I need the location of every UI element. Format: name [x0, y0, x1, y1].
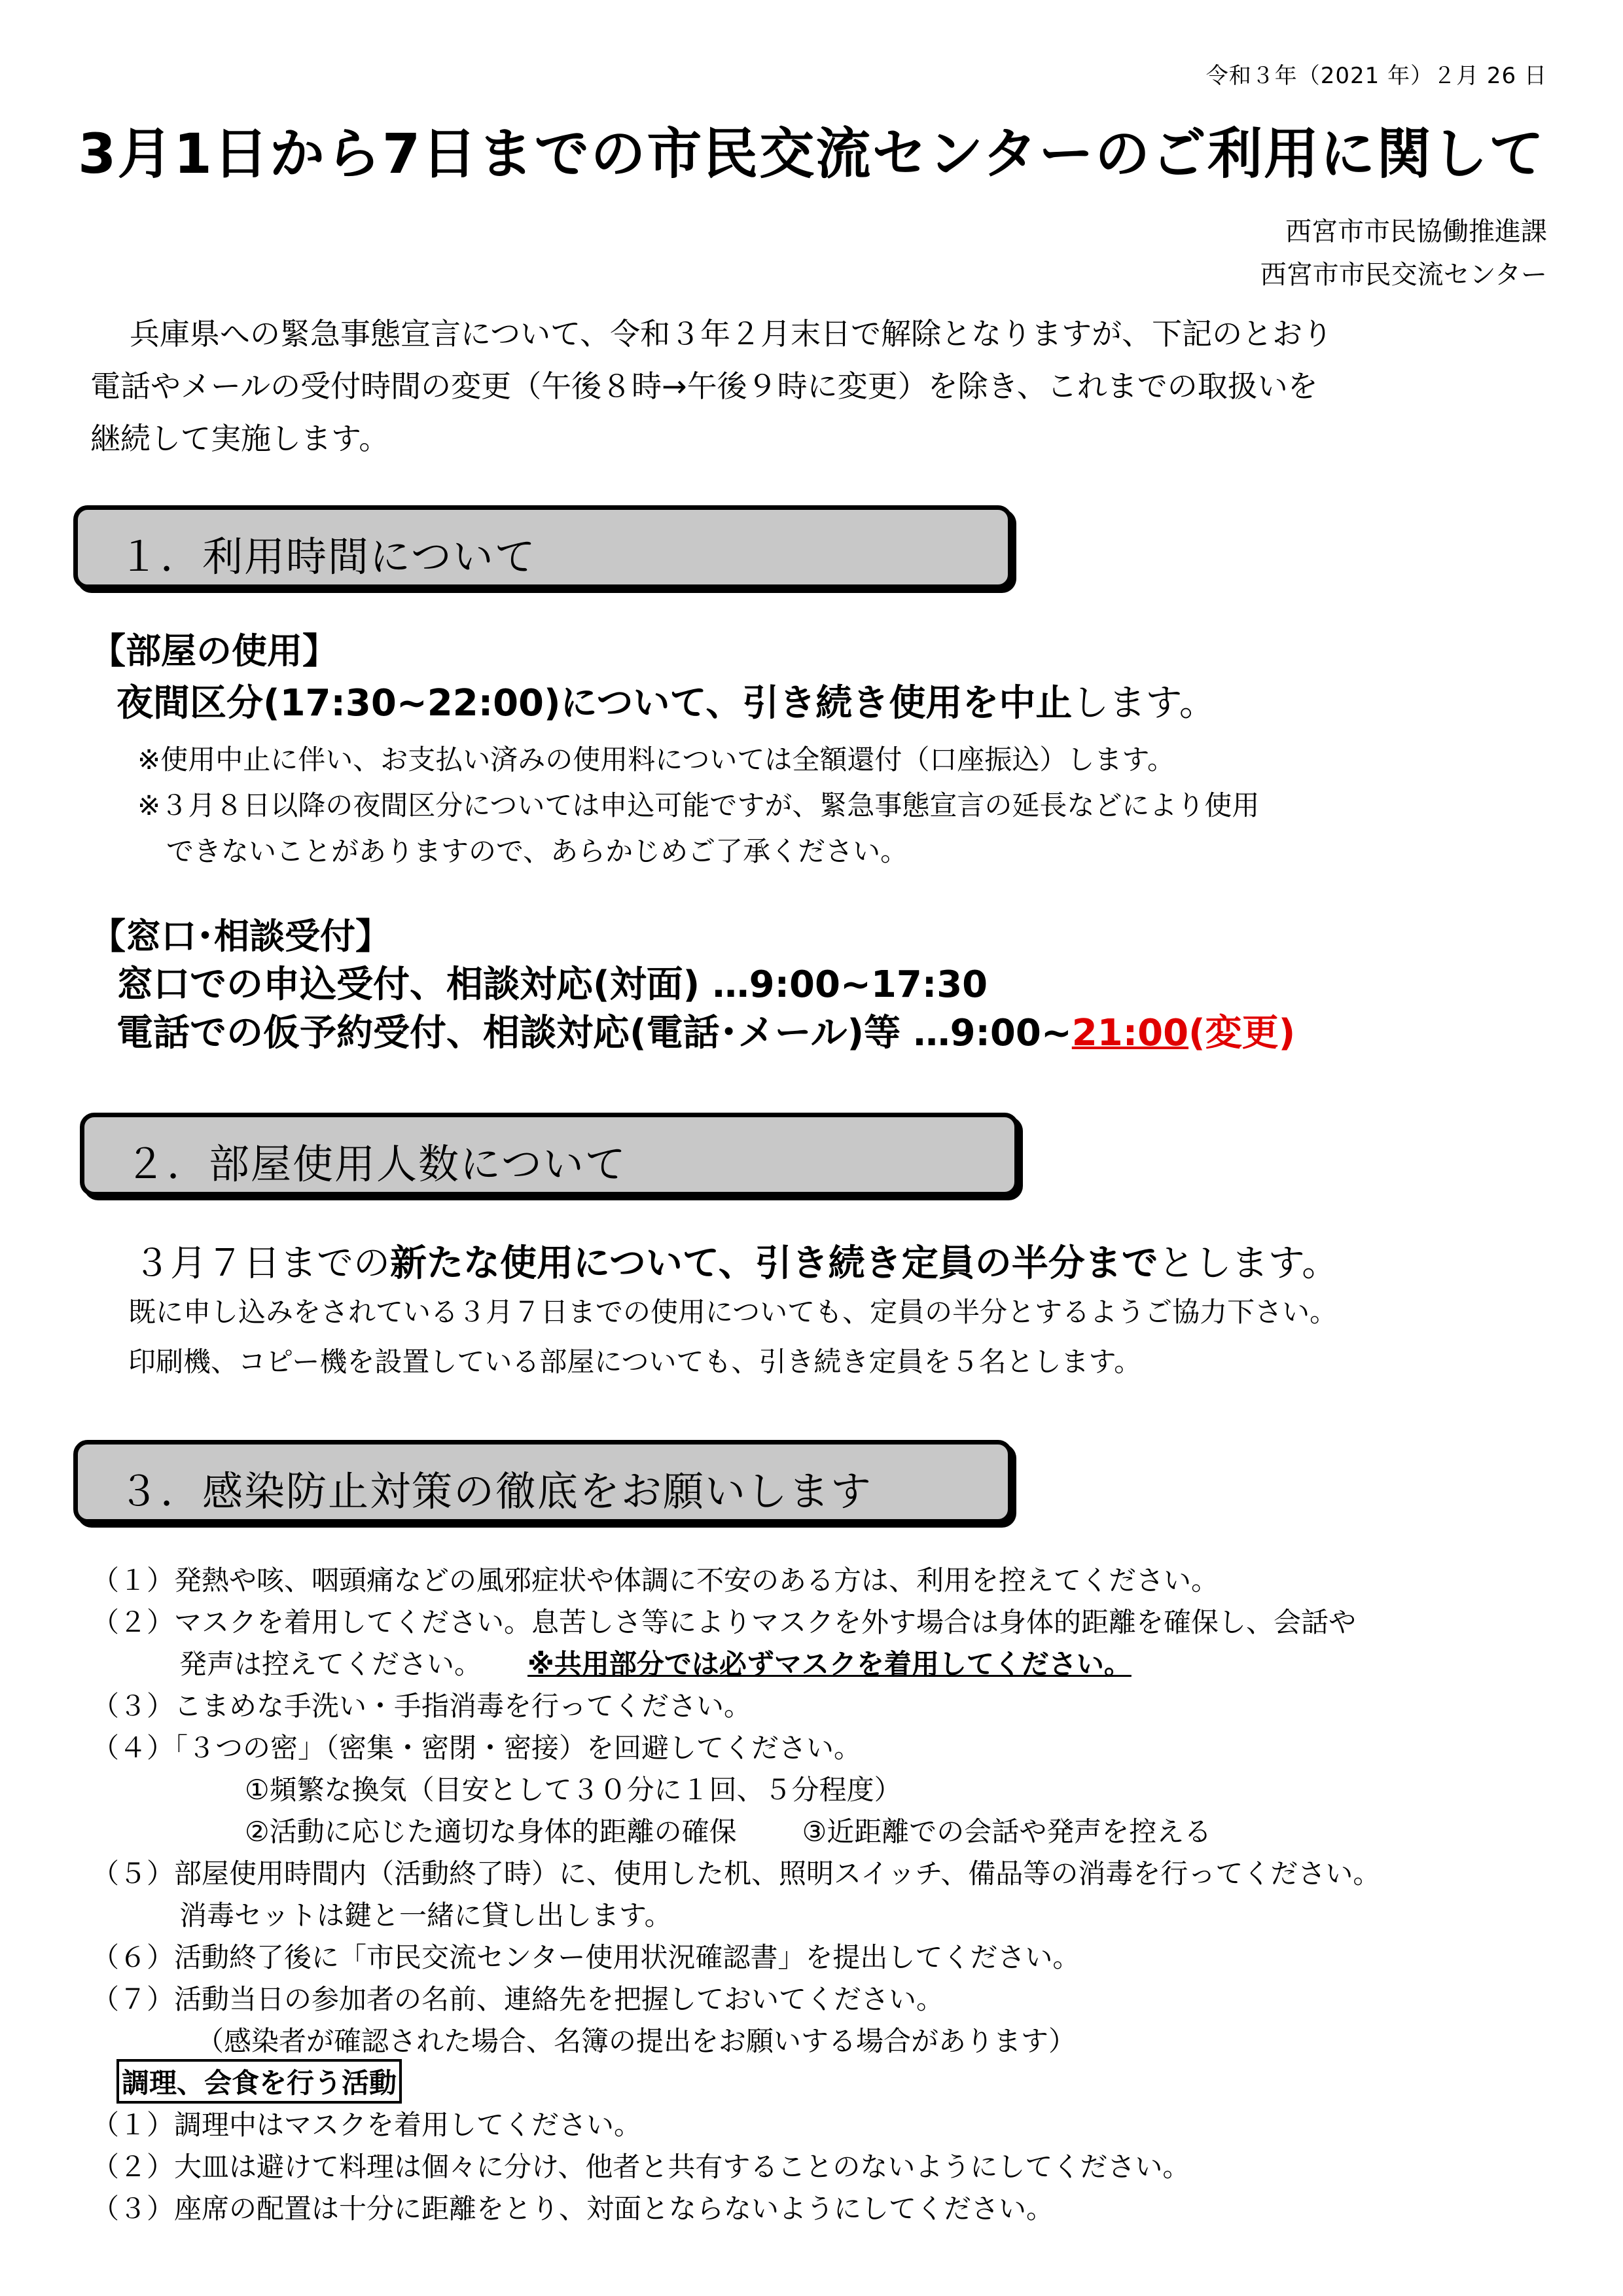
phone-hours-new-time: 21:00: [1071, 1012, 1189, 1054]
capacity-main-pre: ３月７日までの: [134, 1242, 390, 1285]
intro-line: 兵庫県への緊急事態宣言について、令和３年２月末日で解除となりますが、下記のとおり: [130, 316, 1333, 351]
prevention-item-2-text: 発声は控えてください。: [179, 1648, 482, 1680]
prevention-item-4-sub2-text: ②活動に応じた適切な身体的距離の確保: [245, 1816, 737, 1848]
room-use-main: [116, 674, 1216, 726]
cooking-item-2: （２）大皿は避けて料理は個々に分け、他者と共有することのないようにしてください。: [92, 2151, 1190, 2183]
room-use-main-normal: します。: [1072, 682, 1216, 725]
phone-hours-prefix: 電話での仮予約受付、相談対応(電話･メール)等 …9:00~: [116, 1012, 1072, 1054]
prevention-item-2-cont: [179, 1643, 1132, 1682]
capacity-main-bold: 新たな使用について、引き続き定員の半分まで: [390, 1242, 1158, 1285]
section-1-heading-box: [73, 505, 1012, 589]
cooking-heading: 調理、会食を行う活動: [116, 2059, 402, 2104]
capacity-note: 既に申し込みをされている３月７日までの使用についても、定員の半分とするようご協力下さい。: [128, 1296, 1338, 1328]
section-2-heading-box: [80, 1113, 1019, 1196]
prevention-item-7: （７）活動当日の参加者の名前、連絡先を把握しておいてください。: [92, 1983, 944, 2015]
section-3-heading-box: [73, 1440, 1012, 1524]
cooking-item-1: （１）調理中はマスクを着用してください。: [92, 2109, 642, 2141]
prevention-item-4-sub1: ①頻繁な換気（目安として３０分に１回、５分程度）: [245, 1774, 902, 1806]
room-use-note: ※３月８日以降の夜間区分については申込可能ですが、緊急事態宣言の延長などにより使用: [137, 789, 1260, 821]
section-2-heading: ２．部屋使用人数について: [125, 1140, 627, 1188]
room-use-note: ※使用中止に伴い、お支払い済みの使用料については全額還付（口座振込）します。: [137, 744, 1175, 776]
prevention-item-5: （５）部屋使用時間内（活動終了時）に、使用した机、照明スイッチ、備品等の消毒を行ってください。: [92, 1857, 1381, 1890]
prevention-item-3: （３）こまめな手洗い・手指消毒を行ってください。: [92, 1690, 752, 1722]
intro-line: 継続して実施します。: [90, 421, 389, 456]
capacity-note: 印刷機、コピー機を設置している部屋についても、引き続き定員を５名とします。: [128, 1346, 1142, 1378]
counter-label: 【窓口･相談受付】: [90, 916, 391, 957]
document-title: 3月1日から7日までの市民交流センターのご利用に関して: [78, 122, 1545, 186]
room-use-main-bold: 夜間区分(17:30~22:00)について、引き続き使用を中止: [116, 682, 1073, 725]
section-1-heading: １．利用時間について: [118, 533, 537, 581]
prevention-item-6: （６）活動終了後に「市民交流センター使用状況確認書」を提出してください。: [92, 1941, 1080, 1973]
counter-hours-line: 窓口での申込受付、相談対応(対面) …9:00~17:30: [116, 963, 988, 1006]
prevention-item-2: （２）マスクを着用してください。息苦しさ等によりマスクを外す場合は身体的距離を確保し、会話や: [92, 1606, 1357, 1638]
phone-hours-change-badge: (変更): [1188, 1012, 1296, 1054]
capacity-main-post: とします。: [1158, 1242, 1339, 1285]
phone-hours-line: [116, 1004, 1295, 1056]
prevention-item-4: （４）「３つの密」（密集・密閉・密接）を回避してください。: [92, 1732, 862, 1764]
room-use-note: できないことがありますので、あらかじめご了承ください。: [166, 835, 908, 867]
intro-line: 電話やメールの受付時間の変更（午後８時→午後９時に変更）を除き、これまでの取扱いを: [90, 368, 1318, 404]
prevention-item-7-cont: （感染者が確認された場合、名簿の提出をお願いする場合があります）: [196, 2025, 1077, 2057]
document-date: 令和３年（2021 年）２月 26 日: [1205, 63, 1547, 89]
section-3-heading: ３．感染防止対策の徹底をお願いします: [118, 1467, 873, 1515]
mask-required-notice: ※共用部分では必ずマスクを着用してください。: [527, 1648, 1132, 1680]
intro-paragraph: [90, 308, 1332, 465]
room-use-label: 【部屋の使用】: [90, 630, 338, 672]
prevention-item-4-sub2: [245, 1810, 1211, 1850]
prevention-item-5-cont: 消毒セットは鍵と一緒に貸し出します。: [179, 1899, 672, 1931]
capacity-main-line: [134, 1234, 1338, 1287]
prevention-item-4-sub3-text: ③近距離での会話や発声を控える: [802, 1816, 1212, 1848]
issuer-center: 西宮市市民交流センター: [1260, 260, 1547, 290]
issuer-department: 西宮市市民協働推進課: [1285, 217, 1547, 247]
cooking-item-3: （３）座席の配置は十分に距離をとり、対面とならないようにしてください。: [92, 2193, 1054, 2225]
prevention-item-1: （１）発熱や咳、咽頭痛などの風邪症状や体調に不安のある方は、利用を控えてください。: [92, 1564, 1219, 1596]
